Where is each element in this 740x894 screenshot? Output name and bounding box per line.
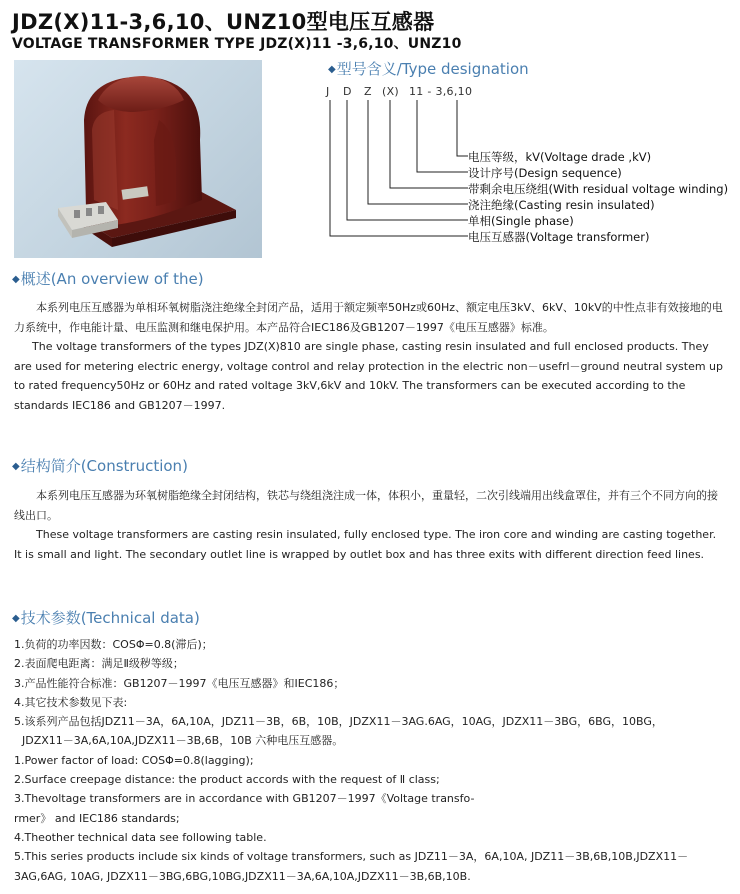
type-designation-heading: ◆型号含义/Type designation xyxy=(328,60,529,78)
voltage-transformer-illustration xyxy=(14,60,262,258)
annotation-design-sequence: 设计序号(Design sequence) xyxy=(468,166,622,180)
construction-text-en: These voltage transformers are casting resin insulated, fully enclosed type. The iron core and winding are casting together. It is small and light. The secondary outlet line is wrapped by outlet box and has three exits with different direction feed lines. xyxy=(14,528,717,561)
annotation-residual-winding: 带剩余电压绕组(With residual voltage winding) xyxy=(468,182,729,196)
construction-text-zh: 本系列电压互感器为环氧树脂绝缘全封闭结构，铁芯与绕组浇注成一体，体积小，重量轻，二次引线端用出线盒罩住，并有三个不同方向的接线出口。 xyxy=(14,489,718,522)
list-item: 4.Theother technical data see following table. xyxy=(14,830,267,844)
list-item: 5.该系列产品包括JDZ11－3A，6A,10A，JDZ11－3B，6B，10B，JDZX11－3AG.6AG，10AG，JDZX11－3BG，6BG，10BG， xyxy=(14,715,663,729)
list-item: 2.Surface creepage distance: the product accords with the request of Ⅱ class; xyxy=(14,773,440,787)
annotation-single-phase: 单相(Single phase) xyxy=(468,214,574,228)
product-photo xyxy=(14,60,262,258)
list-item: 5.This series products include six kinds of voltage transformers, such as JDZ11－3A，6A,10A, JDZ11－3B,6B,10B,JDZX11－ xyxy=(14,850,689,864)
list-item: 1.Power factor of load: COSΦ=0.8(lagging); xyxy=(14,753,254,767)
annotation-voltage-grade: 电压等级，kV(Voltage drade ,kV) xyxy=(468,150,652,164)
list-item: 3.产品性能符合标准：GB1207－1997《电压互感器》和IEC186； xyxy=(14,676,345,690)
code-rating: 11 - 3,6,10 xyxy=(409,85,473,98)
construction-body xyxy=(14,486,726,564)
diamond-bullet-icon: ◆ xyxy=(12,274,20,285)
page-title: JDZ(X)11-3,6,10、UNZ10型电压互感器 xyxy=(12,10,435,34)
code-letter-j: J xyxy=(326,85,330,98)
list-item: 3AG,6AG, 10AG, JDZX11－3BG,6BG,10BG,JDZX11－3A,6A,10A,JDZX11－3B,6B,10B. xyxy=(14,869,471,883)
list-item: 2.表面爬电距离：满足Ⅱ级秽等级； xyxy=(14,657,184,671)
overview-text-zh: 本系列电压互感器为单相环氧树脂浇注绝缘全封闭产品，适用于额定频率50Hz或60Hz、额定电压3kV、6kV、10kV的中性点非有效接地的电力系统中，作电能计量、电压监测和继电保护用。本产品符合IEC186及GB1207－1997《电压互感器》标准。 xyxy=(14,301,723,334)
technical-list xyxy=(14,635,688,886)
diamond-bullet-icon: ◆ xyxy=(12,461,20,472)
technical-heading: ◆技术参数(Technical data) xyxy=(12,609,200,627)
diamond-bullet-icon: ◆ xyxy=(12,613,20,624)
list-item: 1.负荷的功率因数：COSΦ=0.8(滞后)； xyxy=(14,638,213,651)
overview-text-en: The voltage transformers of the types JDZ(X)810 are single phase, casting resin insulated and full enclosed products. They are used for metering electric energy, voltage control and relay protection in the electric non－usefrl－ground neutral system up to rated frequency50Hz or 60Hz and rated voltage 3kV,6kV and 10kV. The transformers can be executed according to the standards IEC186 and GB1207－1997. xyxy=(14,340,724,412)
code-letter-x: (X) xyxy=(382,85,400,98)
list-item: rmer》 and IEC186 standards; xyxy=(14,811,180,825)
designation-connector-lines xyxy=(322,96,472,242)
page-subtitle: VOLTAGE TRANSFORMER TYPE JDZ(X)11 -3,6,10、UNZ10 xyxy=(12,36,462,52)
code-letter-z: Z xyxy=(364,85,372,98)
diamond-bullet-icon: ◆ xyxy=(328,64,336,75)
list-item: 4.其它技术参数见下表: xyxy=(14,695,128,709)
annotation-casting-resin: 浇注绝缘(Casting resin insulated) xyxy=(468,198,655,212)
list-item: JDZX11－3A,6A,10A,JDZX11－3B,6B，10B 六种电压互感器。 xyxy=(22,734,344,748)
list-item: 3.Thevoltage transformers are in accordance with GB1207－1997《Voltage transfo- xyxy=(14,792,475,806)
annotation-voltage-transformer: 电压互感器(Voltage transformer) xyxy=(468,230,650,244)
construction-heading: ◆结构简介(Construction) xyxy=(12,457,188,475)
overview-heading: ◆概述(An overview of the) xyxy=(12,270,204,288)
overview-body xyxy=(14,298,726,415)
code-letter-d: D xyxy=(343,85,352,98)
